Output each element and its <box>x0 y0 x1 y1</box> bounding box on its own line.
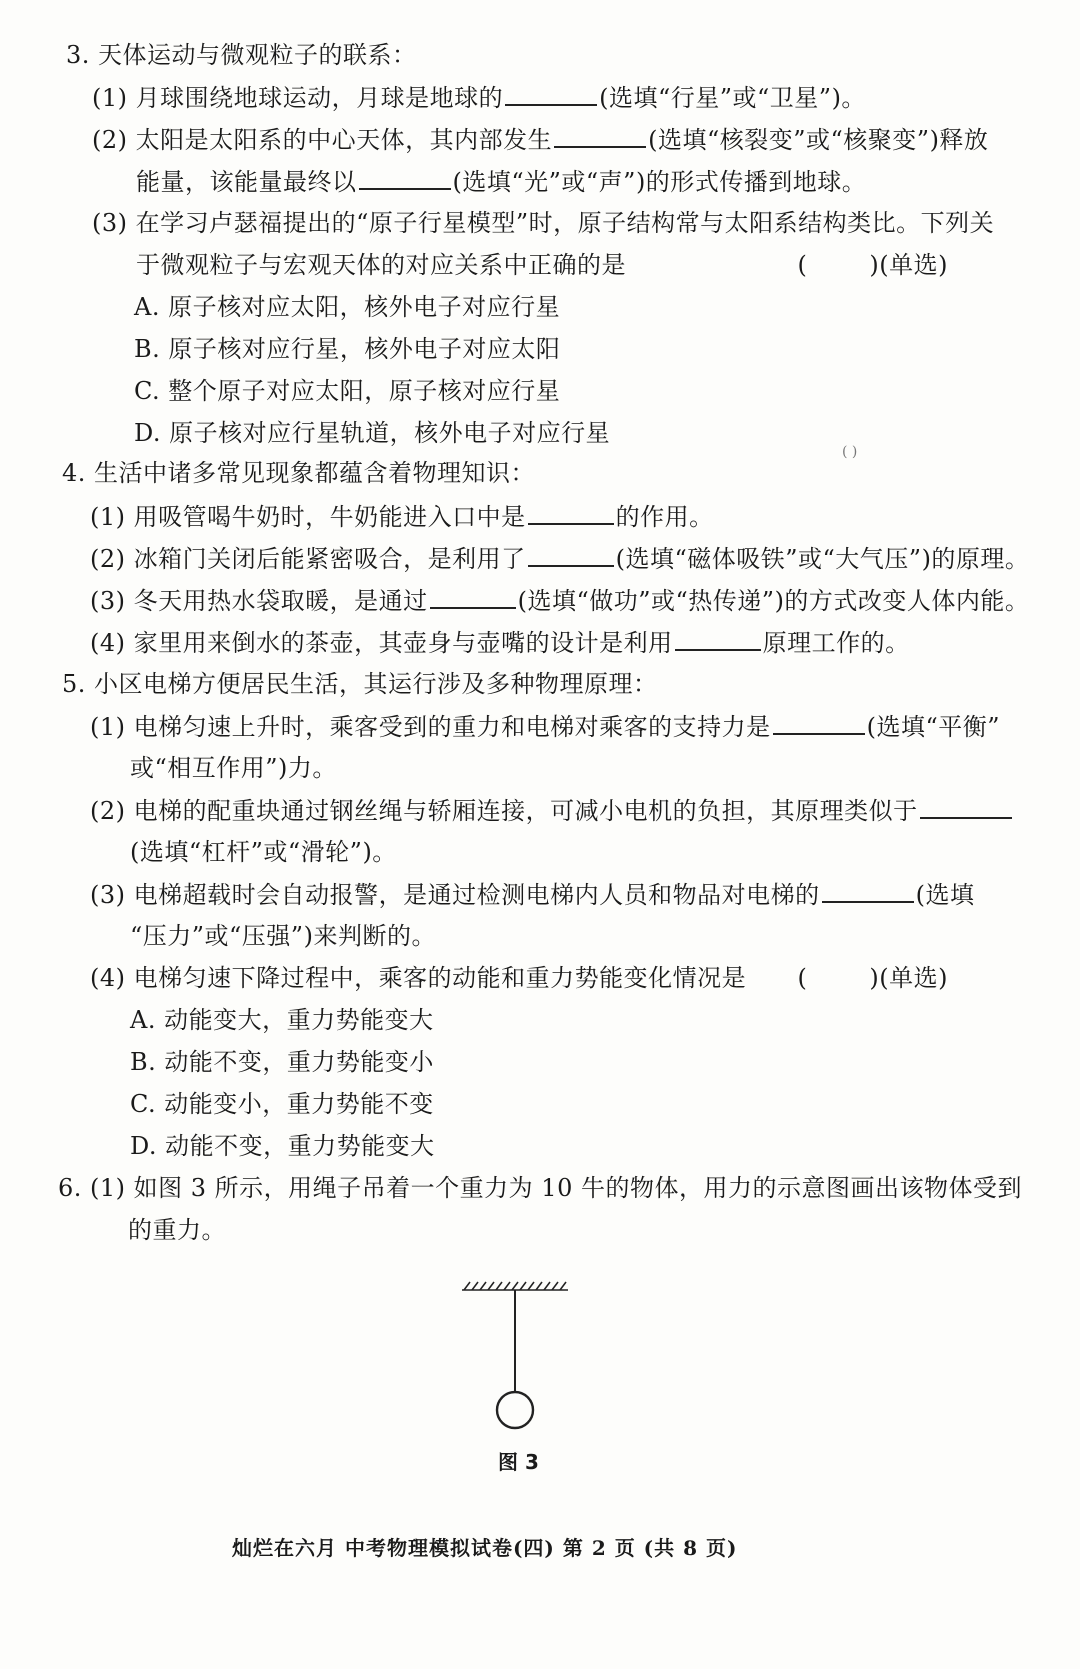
answer-blank[interactable] <box>359 164 451 190</box>
hanging-object[interactable] <box>497 1392 533 1428</box>
q5-part1: (1) 电梯匀速上升时，乘客受到的重力和电梯对乘客的支持力是 (选填“平衡” <box>90 709 1000 744</box>
q5-stem: 5. 小区电梯方便居民生活，其运行涉及多种物理原理： <box>62 670 658 698</box>
q6-part1-cont: 的重力。 <box>128 1216 226 1244</box>
q3-option-b: B. 原子核对应行星，核外电子对应太阳 <box>134 335 561 363</box>
ceiling-hatch <box>462 1282 568 1290</box>
answer-blank[interactable] <box>675 625 761 651</box>
q4-part3: (3) 冬天用热水袋取暖，是通过 (选填“做功”或“热传递”)的方式改变人体内能。 <box>90 583 1029 618</box>
q5-option-c: C. 动能变小，重力势能不变 <box>130 1090 434 1118</box>
answer-blank[interactable] <box>554 122 646 148</box>
answer-blank[interactable] <box>528 541 614 567</box>
q3-part1: (1) 月球围绕地球运动，月球是地球的 (选填“行星”或“卫星”)。 <box>92 80 866 115</box>
answer-blank[interactable] <box>773 709 865 735</box>
q5-part3: (3) 电梯超载时会自动报警，是通过检测电梯内人员和物品对电梯的 (选填 <box>90 877 975 912</box>
q5-part2-cont: (选填“杠杆”或“滑轮”)。 <box>130 838 397 866</box>
q3-option-a: A. 原子核对应太阳，核外电子对应行星 <box>134 293 561 321</box>
figure-caption: 图 3 <box>498 1450 539 1474</box>
q3-option-d: D. 原子核对应行星轨道，核外电子对应行星 <box>134 419 611 447</box>
stray-mark: ( ) <box>842 444 858 460</box>
q3-part3: (3) 在学习卢瑟福提出的“原子行星模型”时，原子结构常与太阳系结构类比。下列关 <box>92 209 995 237</box>
q3-part3-cont: 于微观粒子与宏观天体的对应关系中正确的是 ( )(单选) <box>136 248 948 282</box>
answer-blank[interactable] <box>528 499 614 525</box>
q5-part3-cont: “压力”或“压强”)来判断的。 <box>130 922 436 950</box>
q5-part2: (2) 电梯的配重块通过钢丝绳与轿厢连接，可减小电机的负担，其原理类似于 <box>90 793 1014 828</box>
q5-option-a: A. 动能变大，重力势能变大 <box>130 1006 434 1034</box>
answer-blank[interactable] <box>505 80 597 106</box>
q3-part2-cont: 能量，该能量最终以 (选填“光”或“声”)的形式传播到地球。 <box>136 164 866 199</box>
q4-part4: (4) 家里用来倒水的茶壶，其壶身与壶嘴的设计是利用 原理工作的。 <box>90 625 910 660</box>
q5-part4: (4) 电梯匀速下降过程中，乘客的动能和重力势能变化情况是 ( )(单选) <box>90 961 948 995</box>
q3-option-c: C. 整个原子对应太阳，原子核对应行星 <box>134 377 561 405</box>
q4-stem: 4. 生活中诸多常见现象都蕴含着物理知识： <box>62 459 536 487</box>
q6-part1: 6. (1) 如图 3 所示，用绳子吊着一个重力为 10 牛的物体，用力的示意图画出该物体受到 <box>58 1174 1022 1202</box>
q5-part1-cont: 或“相互作用”)力。 <box>130 754 337 782</box>
q3-stem: 3. 天体运动与微观粒子的联系： <box>66 41 417 69</box>
answer-blank[interactable] <box>430 583 516 609</box>
q5-option-d: D. 动能不变，重力势能变大 <box>130 1132 435 1160</box>
q4-part2: (2) 冰箱门关闭后能紧密吸合，是利用了 (选填“磁体吸铁”或“大气压”)的原理。 <box>90 541 1029 576</box>
answer-blank[interactable] <box>920 793 1012 819</box>
q5-option-b: B. 动能不变，重力势能变小 <box>130 1048 434 1076</box>
choice-bracket[interactable]: ( )(单选) <box>797 251 948 279</box>
q4-part1: (1) 用吸管喝牛奶时，牛奶能进入口中是 的作用。 <box>90 499 714 534</box>
answer-blank[interactable] <box>822 877 914 903</box>
page-footer: 灿烂在六月 中考物理模拟试卷(四) 第 2 页 (共 8 页) <box>232 1536 738 1560</box>
q3-part2: (2) 太阳是太阳系的中心天体，其内部发生 (选填“核裂变”或“核聚变”)释放 <box>92 122 988 157</box>
pendulum-figure <box>450 1270 580 1440</box>
choice-bracket[interactable]: ( )(单选) <box>797 964 948 992</box>
